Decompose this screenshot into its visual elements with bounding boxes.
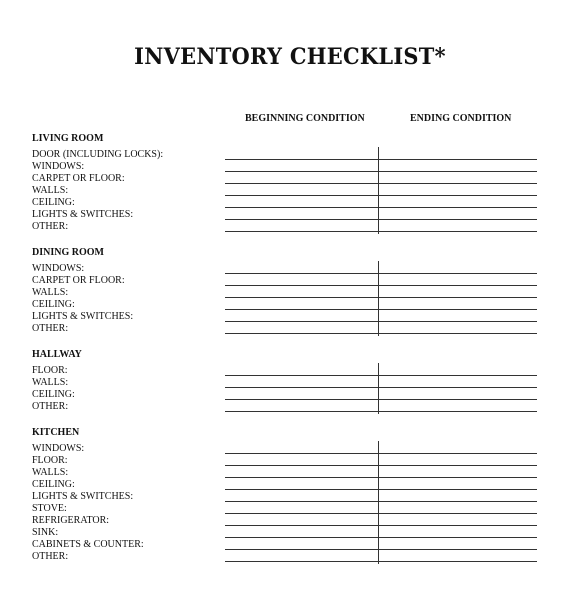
section-title: LIVING ROOM	[32, 133, 104, 144]
ending-condition-line	[378, 321, 537, 322]
checklist-row	[0, 311, 580, 323]
item-label: WINDOWS:	[32, 263, 85, 274]
item-label: FLOOR:	[32, 455, 68, 466]
checklist-row	[0, 365, 580, 377]
section-title: HALLWAY	[32, 349, 82, 360]
beginning-condition-line	[225, 297, 378, 298]
item-label: OTHER:	[32, 401, 69, 412]
beginning-condition-line	[225, 465, 378, 466]
item-label: OTHER:	[32, 323, 69, 334]
item-label: WALLS:	[32, 377, 69, 388]
item-label: CABINETS & COUNTER:	[32, 539, 144, 550]
beginning-condition-line	[225, 159, 378, 160]
checklist-row	[0, 149, 580, 161]
item-label: WINDOWS:	[32, 443, 85, 454]
checklist-row	[0, 467, 580, 479]
checklist-row	[0, 503, 580, 515]
page-title: INVENTORY CHECKLIST*	[134, 44, 446, 70]
beginning-condition-header: BEGINNING CONDITION	[245, 113, 365, 124]
item-label: WINDOWS:	[32, 161, 85, 172]
ending-condition-line	[378, 453, 537, 454]
item-label: OTHER:	[32, 551, 69, 562]
beginning-condition-line	[225, 561, 378, 562]
checklist-row	[0, 539, 580, 551]
item-label: WALLS:	[32, 467, 69, 478]
ending-condition-line	[378, 207, 537, 208]
beginning-condition-line	[225, 273, 378, 274]
checklist-row	[0, 401, 580, 413]
beginning-condition-line	[225, 501, 378, 502]
ending-condition-line	[378, 489, 537, 490]
beginning-condition-line	[225, 219, 378, 220]
beginning-condition-line	[225, 387, 378, 388]
item-label: CEILING:	[32, 197, 75, 208]
ending-condition-line	[378, 309, 537, 310]
item-label: LIGHTS & SWITCHES:	[32, 209, 134, 220]
checklist-row	[0, 389, 580, 401]
ending-condition-line	[378, 549, 537, 550]
ending-condition-line	[378, 333, 537, 334]
checklist-row	[0, 173, 580, 185]
item-label: REFRIGERATOR:	[32, 515, 110, 526]
beginning-condition-line	[225, 489, 378, 490]
ending-condition-line	[378, 273, 537, 274]
beginning-condition-line	[225, 183, 378, 184]
item-label: CEILING:	[32, 389, 75, 400]
section-title: DINING ROOM	[32, 247, 104, 258]
ending-condition-line	[378, 387, 537, 388]
item-label: CEILING:	[32, 479, 75, 490]
beginning-condition-line	[225, 207, 378, 208]
item-label: LIGHTS & SWITCHES:	[32, 491, 134, 502]
item-label: DOOR (INCLUDING LOCKS):	[32, 149, 164, 160]
ending-condition-line	[378, 501, 537, 502]
ending-condition-line	[378, 465, 537, 466]
checklist-row	[0, 299, 580, 311]
beginning-condition-line	[225, 285, 378, 286]
checklist-row	[0, 197, 580, 209]
ending-condition-line	[378, 537, 537, 538]
beginning-condition-line	[225, 411, 378, 412]
section-rows	[0, 149, 580, 233]
item-label: STOVE:	[32, 503, 67, 514]
item-label: OTHER:	[32, 221, 69, 232]
item-label: WALLS:	[32, 287, 69, 298]
beginning-condition-line	[225, 525, 378, 526]
ending-condition-line	[378, 525, 537, 526]
checklist-row	[0, 527, 580, 539]
ending-condition-line	[378, 375, 537, 376]
checklist-row	[0, 443, 580, 455]
ending-condition-line	[378, 231, 537, 232]
beginning-condition-line	[225, 477, 378, 478]
section-title: KITCHEN	[32, 427, 80, 438]
checklist-row	[0, 161, 580, 173]
ending-condition-line	[378, 513, 537, 514]
checklist-row	[0, 287, 580, 299]
beginning-condition-line	[225, 231, 378, 232]
ending-condition-line	[378, 195, 537, 196]
checklist-row	[0, 377, 580, 389]
ending-condition-line	[378, 159, 537, 160]
section-rows	[0, 263, 580, 335]
checklist-row	[0, 185, 580, 197]
section-rows	[0, 365, 580, 413]
beginning-condition-line	[225, 453, 378, 454]
item-label: CEILING:	[32, 299, 75, 310]
beginning-condition-line	[225, 171, 378, 172]
ending-condition-line	[378, 411, 537, 412]
item-label: FLOOR:	[32, 365, 68, 376]
beginning-condition-line	[225, 321, 378, 322]
ending-condition-line	[378, 219, 537, 220]
beginning-condition-line	[225, 195, 378, 196]
ending-condition-line	[378, 171, 537, 172]
item-label: WALLS:	[32, 185, 69, 196]
checklist-row	[0, 455, 580, 467]
ending-condition-header: ENDING CONDITION	[410, 113, 512, 124]
beginning-condition-line	[225, 333, 378, 334]
section-rows	[0, 443, 580, 563]
ending-condition-line	[378, 399, 537, 400]
item-label: CARPET OR FLOOR:	[32, 173, 125, 184]
item-label: CARPET OR FLOOR:	[32, 275, 125, 286]
checklist-row	[0, 263, 580, 275]
ending-condition-line	[378, 285, 537, 286]
beginning-condition-line	[225, 399, 378, 400]
beginning-condition-line	[225, 375, 378, 376]
beginning-condition-line	[225, 309, 378, 310]
item-label: LIGHTS & SWITCHES:	[32, 311, 134, 322]
ending-condition-line	[378, 297, 537, 298]
beginning-condition-line	[225, 537, 378, 538]
beginning-condition-line	[225, 513, 378, 514]
item-label: SINK:	[32, 527, 59, 538]
checklist-row	[0, 491, 580, 503]
checklist-row	[0, 551, 580, 563]
checklist-row	[0, 275, 580, 287]
ending-condition-line	[378, 477, 537, 478]
checklist-row	[0, 221, 580, 233]
ending-condition-line	[378, 183, 537, 184]
ending-condition-line	[378, 561, 537, 562]
beginning-condition-line	[225, 549, 378, 550]
checklist-row	[0, 515, 580, 527]
checklist-row	[0, 209, 580, 221]
checklist-row	[0, 323, 580, 335]
checklist-row	[0, 479, 580, 491]
